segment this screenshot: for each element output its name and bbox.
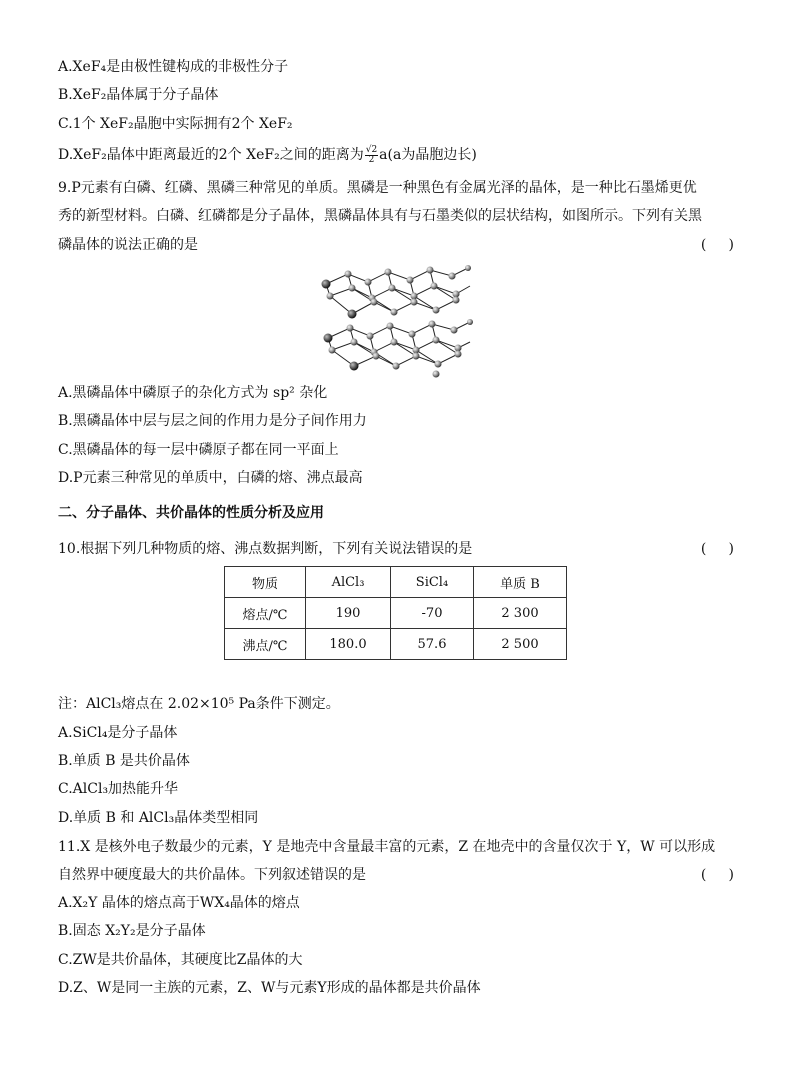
q11-option-a: A.X₂Y 晶体的熔点高于WX₄晶体的熔点 [58, 895, 300, 911]
q11-stem-line1: 11.X 是核外电子数最少的元素，Y 是地壳中含量最丰富的元素，Z 在地壳中的含量仅次于 Y，W 可以形成 [58, 839, 716, 855]
q11-answer-blank: ( ) [700, 867, 734, 883]
black-phosphorus-structure-figure [318, 262, 474, 380]
melting-boiling-point-table [224, 566, 567, 660]
table-header-cell: 单质 B [474, 567, 567, 598]
table-cell: 57.6 [391, 629, 474, 660]
table-cell: 沸点/℃ [225, 629, 306, 660]
table-cell: 2 500 [474, 629, 567, 660]
q8-option-a: A.XeF₄是由极性键构成的非极性分子 [58, 59, 289, 75]
q11-option-c: C.ZW是共价晶体，其硬度比Z晶体的大 [58, 952, 303, 968]
q10-option-b: B.单质 B 是共价晶体 [58, 753, 190, 769]
q10-answer-blank: ( ) [700, 541, 734, 557]
table-cell: 180.0 [306, 629, 391, 660]
q10-stem: 10.根据下列几种物质的熔、沸点数据判断，下列有关说法错误的是 [58, 541, 473, 557]
q10-note: 注：AlCl₃熔点在 2.02×10⁵ Pa条件下测定。 [58, 696, 340, 712]
q9-stem-line2: 秀的新型材料。白磷、红磷都是分子晶体，黑磷晶体具有与石墨类似的层状结构，如图所示。下列有关黑 [58, 208, 702, 224]
q9-answer-blank: ( ) [700, 237, 734, 253]
q10-option-d: D.单质 B 和 AlCl₃晶体类型相同 [58, 810, 259, 826]
q8-option-d [58, 145, 477, 165]
q8-option-d-text: D.XeF₂晶体中距离最近的2个 XeF₂之间的距离为 [58, 147, 364, 163]
table-cell: 2 300 [474, 598, 567, 629]
q9-stem-line3: 磷晶体的说法正确的是 [58, 237, 198, 253]
table-cell: -70 [391, 598, 474, 629]
q10-option-c: C.AlCl₃加热能升华 [58, 781, 179, 797]
q8-option-d-tail: a(a为晶胞边长) [379, 147, 477, 163]
q9-option-a: A.黑磷晶体中磷原子的杂化方式为 sp² 杂化 [58, 385, 328, 401]
table-cell: 熔点/℃ [225, 598, 306, 629]
q11-option-b: B.固态 X₂Y₂是分子晶体 [58, 923, 206, 939]
table-row [225, 598, 567, 629]
fraction [365, 146, 378, 165]
q11-stem-line2: 自然界中硬度最大的共价晶体。下列叙述错误的是 [58, 867, 366, 883]
table-header-cell: AlCl₃ [306, 567, 391, 598]
q8-option-b: B.XeF₂晶体属于分子晶体 [58, 87, 219, 103]
table-header-cell: SiCl₄ [391, 567, 474, 598]
fraction-numerator: √2 [365, 144, 378, 155]
table-row [225, 629, 567, 660]
q9-option-d: D.P元素三种常见的单质中，白磷的熔、沸点最高 [58, 470, 363, 486]
q8-option-c: C.1个 XeF₂晶胞中实际拥有2个 XeF₂ [58, 116, 293, 132]
q10-option-a: A.SiCl₄是分子晶体 [58, 725, 178, 741]
table-header-cell: 物质 [225, 567, 306, 598]
lower-layer-atoms [324, 319, 474, 378]
table-cell: 190 [306, 598, 391, 629]
fraction-denominator: 2 [368, 154, 375, 165]
q9-option-c: C.黑磷晶体的每一层中磷原子都在同一平面上 [58, 442, 339, 458]
table-header-row [225, 567, 567, 598]
q11-option-d: D.Z、W是同一主族的元素，Z、W与元素Y形成的晶体都是共价晶体 [58, 980, 481, 996]
q9-stem-line1: 9.P元素有白磷、红磷、黑磷三种常见的单质。黑磷是一种黑色有金属光泽的晶体，是一种比石墨烯更优 [58, 180, 697, 196]
section-heading: 二、分子晶体、共价晶体的性质分析及应用 [58, 505, 324, 521]
q9-option-b: B.黑磷晶体中层与层之间的作用力是分子间作用力 [58, 413, 367, 429]
